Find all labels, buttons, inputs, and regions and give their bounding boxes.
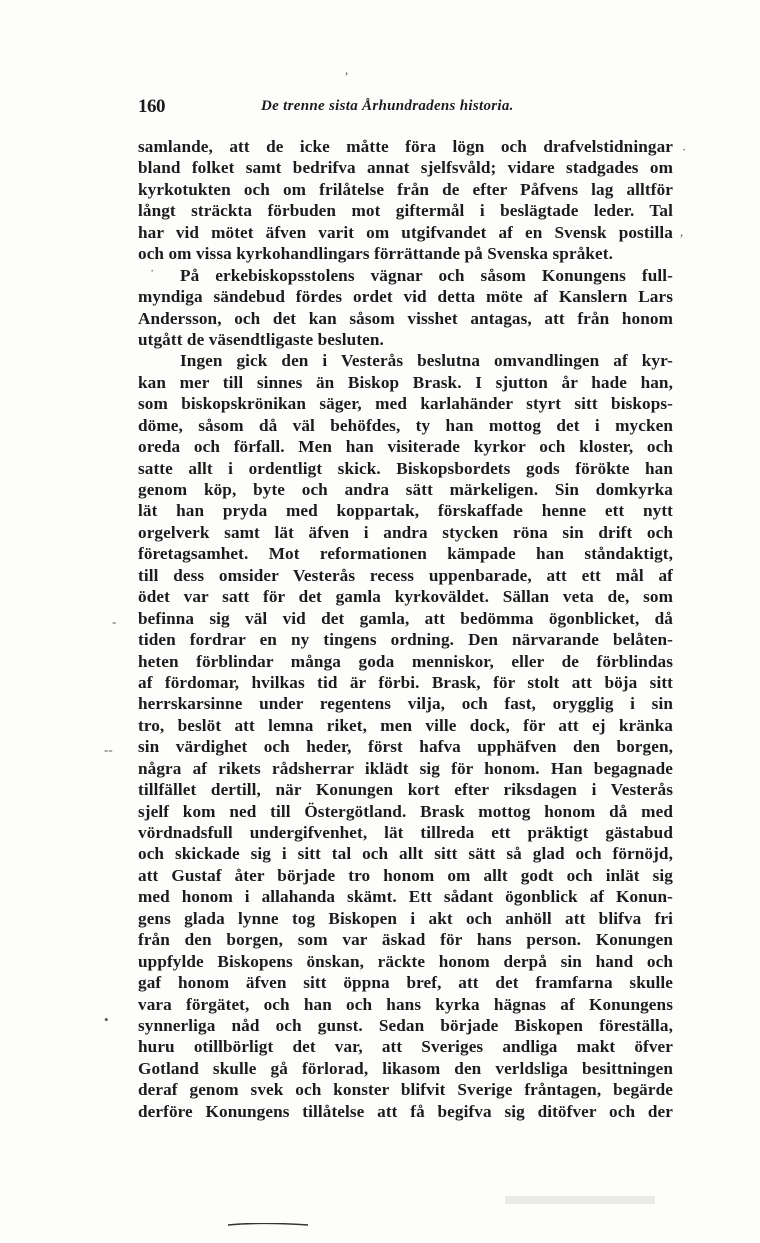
text-line: sjelf kom ned till Östergötland. Brask mottog honom då med [138,801,673,821]
text-line: tro, beslöt att lemna riket, men ville dock, för att ej kränka [138,715,673,735]
ink-stroke [228,1223,308,1226]
text-line: har vid mötet äfven varit om utgifvandet af en Svensk postilla [138,222,673,242]
text-line: företagsamhet. Mot reformationen kämpade han ståndaktigt, [138,544,673,564]
margin-speck: -- [104,742,113,757]
text-line: Andersson, och det kan såsom visshet antagas, att från honom [138,308,673,328]
text-line: långt sträckta förbuden mot giftermål i beslägtade leder. Tal [138,201,673,221]
text-line: och skickade sig i sitt tal och allt sitt sätt så glad och förnöjd, [138,844,673,864]
page-number: 160 [138,96,165,117]
text-line: uppfylde Biskopens önskan, räckte honom derpå sin hand och [138,951,673,971]
text-line: utgått de väsendtligaste besluten. [138,329,384,349]
text-line: huru otillbörligt det var, att Sveriges andliga makt öfver [138,1037,673,1057]
text-line: till dess omsider Vesterås recess uppenbarade, att ett mål af [138,565,673,585]
text-line: vara förgätet, och han och hans kyrka hägnas af Konungens [138,994,673,1014]
ink-smudge [505,1190,655,1210]
body-text [138,136,673,1122]
text-line: Gotland skulle gå förlorad, likasom den verldsliga besittningen [138,1058,673,1078]
text-line: myndiga sändebud fördes ordet vid detta möte af Kanslern Lars [138,287,673,307]
margin-speck: · [682,142,687,157]
text-line: derföre Konungens tillåtelse att få begifva sig ditöfver och der [138,1101,673,1121]
text-line: kan mer till sinnes än Biskop Brask. I sjutton år hade han, [138,372,673,392]
text-line: kyrkotukten och om frilåtelse från de efter Påfvens lag alltför [138,179,673,199]
text-line: att Gustaf åter började tro honom om allt godt och inlät sig [138,865,673,885]
text-line: gens glada lynne tog Biskopen i akt och anhöll att blifva fri [138,908,673,928]
text-line: några af rikets rådsherrar iklädt sig för honom. Han begagnade [138,758,673,778]
text-line: sin värdighet och heder, först hafva upphäfven den borgen, [138,737,673,757]
text-line: tillfället dertill, när Konungen kort efter riksdagen i Vesterås [138,780,673,800]
text-line: genom köp, byte och andra sätt märkeligen. Sin domkyrka [138,480,673,499]
text-line: heten förblindar många goda menniskor, eller de förblindas [138,651,673,671]
text-line: af fördomar, hvilkas tid är förbi. Brask, för stolt att böja sitt [138,672,673,692]
text-line: döme, såsom då väl behöfdes, ty han mottog det i mycken [138,415,673,435]
text-line: ödet var satt för det gamla kyrkoväldet. Sällan veta de, som [138,587,673,607]
margin-speck: • [104,1012,109,1027]
text-line: vördnadsfull undergifvenhet, lät tillreda ett präktigt gästabud [138,823,673,842]
text-line: samlande, att de icke måtte föra lögn och drafvelstidningar [138,137,673,156]
text-line: tiden fordrar en ny tingens ordning. Den närvarande belåten- [138,630,673,650]
margin-speck: - [112,614,117,629]
margin-speck: , [680,224,684,239]
text-line: herrskarsinne under regentens vilja, och fast, orygglig i sin [138,694,673,714]
text-line: satte allt i ordentligt skick. Biskopsbordets gods förökte han [138,458,673,478]
text-line: synnerliga nåd och gunst. Sedan började Biskopen föreställa, [138,1015,673,1035]
text-line: oreda och förfall. Men han visiterade kyrkor och kloster, och [138,437,673,457]
text-line: befinna sig väl vid det gamla, att bedömma ögonblicket, då [138,608,673,628]
text-line: deraf genom svek och konster blifvit Sverige fråntagen, begärde [138,1080,673,1100]
margin-speck: · [150,263,155,278]
text-line: lät han pryda med koppartak, förskaffade henne ett nytt [138,501,673,521]
text-line: som biskopskrönikan säger, med karlahänder styrt sitt biskops- [138,394,673,414]
text-line: och om vissa kyrkohandlingars förrättande på Svenska språket. [138,244,613,264]
text-line: orgelverk samt lät äfven i andra stycken röna sin drift och [138,522,673,542]
text-line: bland folket samt bedrifva annat sjelfsvåld; vidare stadgades om [138,158,673,178]
text-line: Ingen gick den i Vesterås beslutna omvandlingen af kyr- [180,351,673,371]
running-title: De trenne sista Århundradens historia. [261,98,514,114]
text-line: från den borgen, som var äskad för hans person. Konungen [138,930,673,950]
running-head [138,96,673,118]
text-line: med honom i allahanda skämt. Ett sådant ögonblick af Konun- [138,887,673,907]
text-line: gaf honom äfven sitt öppna bref, att det framfarna skulle [138,973,673,993]
margin-speck: , [345,62,349,77]
text-line: På erkebiskopsstolens vägnar och såsom Konungens full- [180,265,673,285]
